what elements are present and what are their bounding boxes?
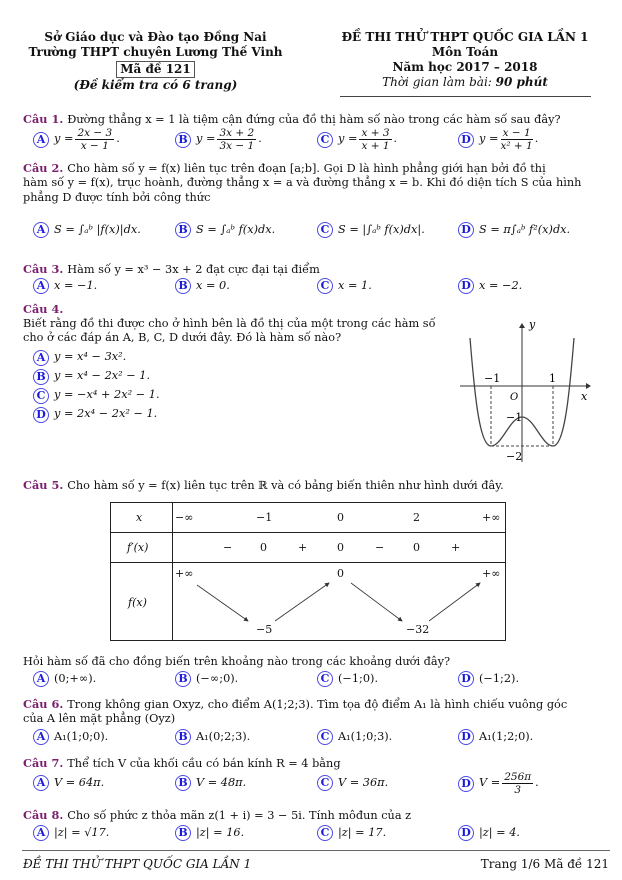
question-5: Câu 5. Cho hàm số y = f(x) liên tục trên ℝ và có bảng biến thiên như hình dưới đây. [23,478,504,492]
fprime-sign: − [375,541,385,554]
y-axis-arrow-icon [519,323,525,328]
school-year: Năm học 2017 – 2018 [392,60,538,74]
arrow-down [197,585,248,621]
exam-title: ĐỀ THI THỬ THPT QUỐC GIA LẦN 1 [341,30,589,44]
f-value: −5 [256,623,273,636]
option-c[interactable]: C A₁(1;0;3). [317,729,392,745]
option-a[interactable]: A y = x⁴ − 3x². [33,348,160,367]
y-label: y [529,318,536,331]
question-1: Câu 1. Đường thẳng x = 1 là tiệm cận đứng của đồ thị hàm số nào trong các hàm số sau đây? [23,112,561,126]
question-8: Câu 8. Cho số phức z thỏa mãn z(1 + i) = 3 − 5i. Tính môđun của z [23,808,412,822]
arrow-up [429,583,480,621]
question-2-line2: hàm số y = f(x), trục hoành, đường thẳng x = a và đường thẳng x = b. Khi đó diện tích S của hình [23,176,582,189]
option-d[interactable]: D A₁(1;2;0). [458,729,533,745]
fprime-sign: + [298,541,308,554]
option-b[interactable]: B A₁(0;2;3). [175,729,250,745]
footer-rule [22,850,610,851]
fprime-zero: 0 [337,541,344,554]
tick-neg1: −1 [484,372,501,385]
question-6: Câu 6. Trong không gian Oxyz, cho điểm A(1;2;3). Tìm tọa độ điểm A₁ là hình chiếu vuông góc [23,697,568,711]
question-8-options [33,825,603,845]
question-2-line3: phẳng D được tính bởi công thức [23,191,211,204]
question-4: Câu 4. [23,302,64,316]
question-3-options [33,278,603,298]
fprime-zero: 0 [260,541,267,554]
subject: Môn Toán [431,45,499,59]
option-a[interactable]: A y = $\frac{2x - 3}{x - 1}$ . [33,127,120,152]
header-right [320,30,610,90]
header-rule [340,96,591,97]
tick-pos1: 1 [549,372,556,385]
x-value: −1 [256,511,273,524]
x-value: 0 [337,511,344,524]
option-b[interactable]: B V = 48π. [175,775,246,791]
tick-ym1: −1 [506,411,523,424]
row-header-fprime: f′(x) [127,541,149,554]
question-7: Câu 7. Thể tích V của khối cầu có bán kính R = 4 bằng [23,756,341,770]
variation-arrows [111,563,505,641]
exam-code: Mã đề 121 [116,61,195,78]
time-limit: Thời gian làm bài: 90 phút [382,75,548,89]
pages-note: (Đề kiểm tra có 6 trang) [73,78,238,92]
row-header-f: f(x) [128,596,147,609]
footer-title: ĐỀ THI THỬ THPT QUỐC GIA LẦN 1 [23,857,252,871]
option-a[interactable]: A |z| = √17. [33,825,109,841]
school: Trường THPT chuyên Lương Thế Vinh [28,45,283,59]
option-b[interactable]: B |z| = 16. [175,825,244,841]
option-c[interactable]: C y = −x⁴ + 2x² − 1. [33,386,160,405]
option-d[interactable]: D y = 2x⁴ − 2x² − 1. [33,405,160,424]
option-d[interactable]: D (−1;2). [458,671,519,687]
f-value: −32 [406,623,430,636]
option-b[interactable]: B x = 0. [175,278,230,294]
function-graph [450,310,600,470]
option-d[interactable]: D S = π∫ₐᵇ f²(x)dx. [458,222,570,238]
question-4-line2: cho ở các đáp án A, B, C, D dưới đây. Đó là hàm số nào? [23,331,342,344]
arrow-down [351,583,402,621]
fprime-sign: − [223,541,233,554]
option-b[interactable]: B (−∞;0). [175,671,238,687]
option-c[interactable]: C (−1;0). [317,671,378,687]
arrow-up [275,583,329,621]
question-2: Câu 2. Cho hàm số y = f(x) liên tục trên đoạn [a;b]. Gọi D là hình phẳng giới hạn bởi đồ thị [23,161,546,175]
option-c[interactable]: C V = 36π. [317,775,388,791]
option-a[interactable]: A A₁(1;0;0). [33,729,108,745]
department: Sở Giáo dục và Đào tạo Đồng Nai [44,30,267,44]
question-5-options [33,671,603,691]
table-divider [111,532,505,533]
option-c[interactable]: C |z| = 17. [317,825,386,841]
option-a[interactable]: A x = −1. [33,278,97,294]
question-7-options [33,771,603,799]
origin-label: O [510,392,519,403]
option-c[interactable]: C x = 1. [317,278,372,294]
option-b[interactable]: B y = x⁴ − 2x² − 1. [33,367,160,386]
option-a[interactable]: A (0;+∞). [33,671,96,687]
footer-page-info: Trang 1/6 Mã đề 121 [480,857,609,871]
x-value: −∞ [175,511,194,524]
question-6-line2: của A lên mặt phẳng (Oyz) [23,712,176,725]
option-b[interactable]: B S = ∫ₐᵇ f(x)dx. [175,222,275,238]
fprime-sign: + [451,541,461,554]
option-d[interactable]: D V = $\frac{256\pi}{3}$ . [458,771,539,796]
variation-table [110,502,506,641]
option-d[interactable]: D |z| = 4. [458,825,520,841]
question-4-options [33,348,160,424]
f-value: 0 [337,567,344,580]
question-3: Câu 3. Hàm số y = x³ − 3x + 2 đạt cực đại tại điểm [23,262,320,276]
option-d[interactable]: D x = −2. [458,278,522,294]
option-a[interactable]: A S = ∫ₐᵇ |f(x)|dx. [33,222,141,238]
f-value: +∞ [482,567,501,580]
question-1-options [33,127,603,153]
question-5-prompt: Hỏi hàm số đã cho đồng biến trên khoảng nào trong các khoảng dưới đây? [23,655,451,668]
option-d[interactable]: D y = $\frac{x - 1}{\text{x² + 1}}$ . [458,127,538,152]
header-left [0,30,311,93]
option-b[interactable]: B y = $\frac{3x + 2}{3x - 1}$ . [175,127,262,152]
tick-ym2: −2 [506,450,523,463]
option-c[interactable]: C S = |∫ₐᵇ f(x)dx|. [317,222,425,238]
x-label: x [581,390,588,403]
option-a[interactable]: A V = 64π. [33,775,104,791]
x-value: +∞ [482,511,501,524]
x-value: 2 [413,511,420,524]
x-axis-arrow-icon [586,383,591,389]
fprime-zero: 0 [413,541,420,554]
option-c[interactable]: C y = $\frac{x + 3}{x + 1}$ . [317,127,397,152]
f-value: +∞ [175,567,194,580]
question-6-options [33,729,603,749]
row-header-x: x [136,511,143,524]
question-2-options [33,222,603,242]
question-4-line1: Biết rằng đồ thi được cho ở hình bên là đồ thị của một trong các hàm số [23,317,436,330]
